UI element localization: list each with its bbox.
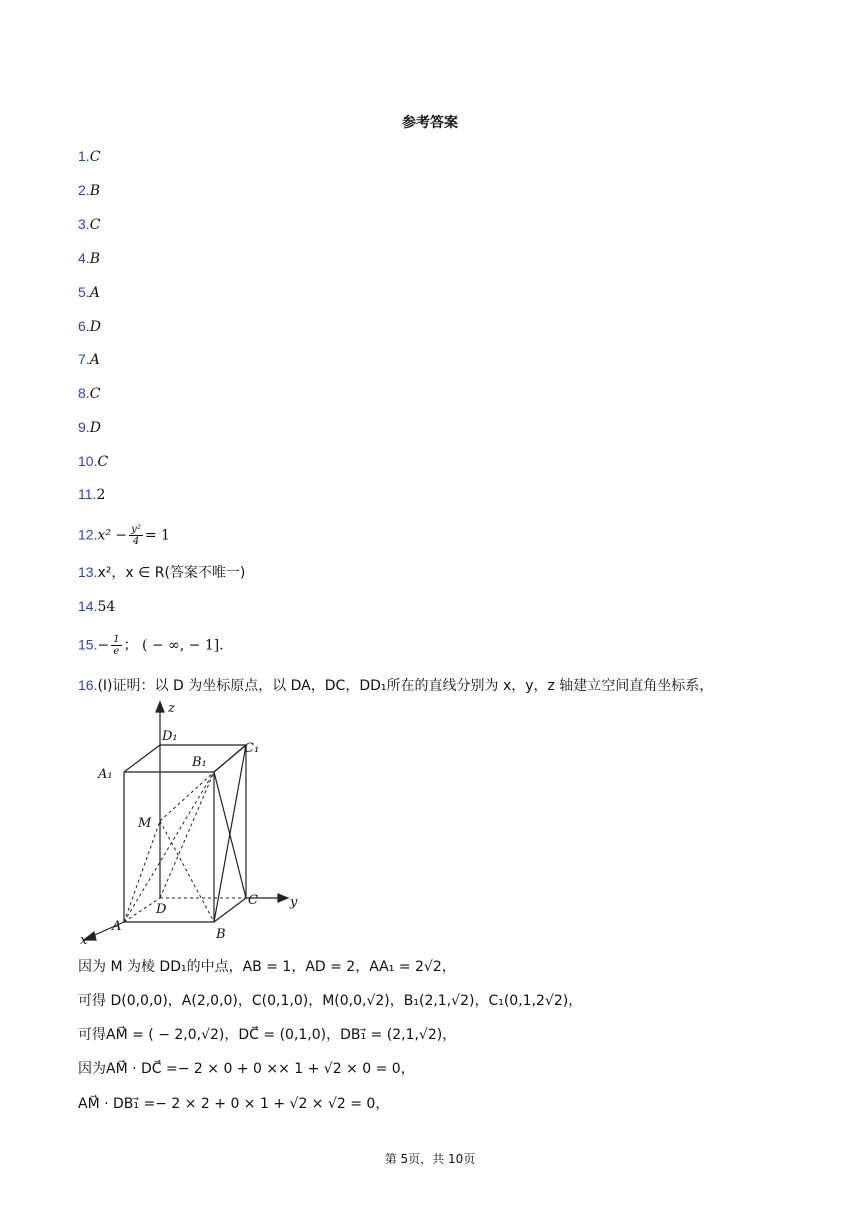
answer-item: 13.x²，x ∈ R(答案不唯一): [78, 564, 246, 581]
label-A: A: [112, 919, 122, 934]
q16-intro: 16.(Ⅰ)证明：以 D 为坐标原点，以 DA，DC，DD₁所在的直线分别为 x，y，z 轴建立空间直角坐标系，: [78, 677, 714, 694]
page-footer: 第 5页，共 10页: [384, 1152, 476, 1166]
answer-item: 10.C: [78, 453, 109, 470]
answer-item: 1.C: [78, 148, 101, 165]
solution-line: AM⃗ · DB₁⃗ =− 2 × 2 + 0 × 1 + √2 × √2 = 0，: [78, 1096, 390, 1112]
answer-item: 11.2: [78, 486, 106, 503]
answer-item: 7.A: [78, 351, 100, 368]
z-arrow-icon: [156, 702, 164, 712]
label-A1: A₁: [98, 767, 113, 782]
label-D1: D₁: [162, 729, 178, 744]
label-C1: C₁: [244, 741, 260, 756]
page-title: 参考答案: [402, 115, 458, 131]
label-B: B: [216, 927, 226, 942]
label-x: x: [80, 933, 88, 948]
solution-line: 因为 M 为棱 DD₁的中点，AB = 1，AD = 2，AA₁ = 2√2，: [78, 959, 456, 975]
label-D: D: [156, 902, 167, 917]
answer-item: 9.D: [78, 419, 101, 436]
answer-item: 8.C: [78, 385, 101, 402]
answer-item: 5.A: [78, 284, 100, 301]
fraction: $\frac{1}{e}$: [113, 634, 120, 657]
answer-item: 4.B: [78, 250, 100, 267]
answer-item: 2.B: [78, 182, 100, 199]
answer-item: 15.− $\frac{1}{e}$ ； ( − ∞, − 1].: [78, 634, 224, 657]
solution-line: 因为AM⃗ · DC⃗ =− 2 × 0 + 0 ×× 1 + √2 × 0 = 0，: [78, 1061, 415, 1077]
answer-item: 6.D: [78, 318, 101, 335]
label-B1: B₁: [192, 755, 207, 770]
solution-line: 可得 D(0,0,0)，A(2,0,0)，C(0,1,0)，M(0,0,√2)，B₁(2,1,√2)，C₁(0,1,2√2)，: [78, 993, 583, 1009]
label-y: y: [290, 895, 298, 910]
answer-item: 14.54: [78, 598, 116, 615]
solution-line: 可得AM⃗ = ( − 2,0,√2)，DC⃗ = (0,1,0)，DB₁⃗ = (2,1,√2)，: [78, 1027, 457, 1043]
cuboid-figure: [78, 700, 318, 950]
y-arrow-icon: [278, 894, 288, 902]
fraction: $\frac{\text{y²}}{4}$: [131, 524, 141, 547]
label-M: M: [138, 816, 152, 831]
answer-item: 12.x² − $\frac{\text{y²}}{4}$ = 1: [78, 524, 170, 547]
answer-item: 3.C: [78, 216, 101, 233]
label-z: z: [168, 701, 175, 716]
label-C: C: [248, 893, 258, 908]
